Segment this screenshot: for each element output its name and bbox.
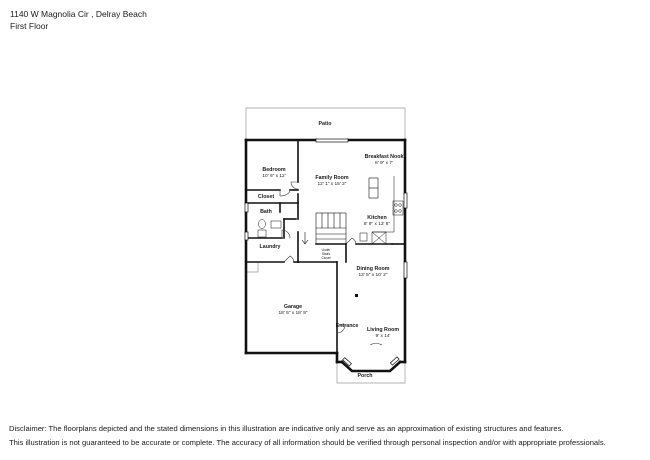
disclaimer-line-2: This illustration is not guaranteed to be accurate or complete. The accuracy of all information should be verified through personal inspection and/or with appropriate professionals.: [9, 438, 606, 447]
patio-label: Patio: [318, 121, 332, 127]
living-room-label: Living Room: [366, 327, 400, 333]
closet-label: Closet: [257, 194, 275, 200]
porch-label: Porch: [357, 373, 373, 379]
family-room-label: Family Room: [315, 175, 349, 181]
living-room-dims: 9' x 14': [375, 334, 391, 339]
laundry-label: Laundry: [259, 244, 281, 250]
garage-dims: 18' 5" x 18' 9": [278, 311, 308, 316]
stove: [393, 201, 403, 215]
floor-label: First Floor: [10, 21, 49, 31]
disclaimer-line-1: Disclaimer: The floorplans depicted and the stated dimensions in this illustration are indicative only and serve as an approximation of existing structures and features.: [9, 424, 564, 433]
dining-room-dims: 13' 5" x 10' 2": [358, 273, 388, 278]
bedroom-label: Bedroom: [262, 167, 286, 173]
breakfast-nook-dims: 8' 9" x 7': [375, 161, 393, 166]
under-stairs-closet-line1: Under: [321, 248, 331, 252]
staircase: [302, 213, 346, 244]
dining-room-label: Dining Room: [356, 266, 390, 272]
entrance-label: Entrance: [335, 323, 359, 329]
garage-label: Garage: [283, 304, 303, 310]
kitchen-label: Kitchen: [367, 215, 387, 221]
family-room-dims: 12' 1" x 15' 2": [317, 182, 347, 187]
bath-fixtures: [258, 220, 281, 238]
property-address: 1140 W Magnolia Cir , Delray Beach: [10, 9, 147, 19]
under-stairs-closet-line3: Closet: [321, 256, 331, 260]
kitchen-dims: 8' 9" x 13' 6": [363, 222, 391, 227]
bedroom-dims: 10' 6" x 12': [262, 174, 286, 179]
breakfast-nook-label: Breakfast Nook: [364, 154, 404, 160]
door-swings: [280, 182, 382, 345]
dining-light-fixture: [355, 294, 358, 297]
bath-label: Bath: [260, 209, 272, 215]
kitchen-island: [369, 178, 378, 198]
under-stairs-closet-line2: Stairs: [321, 252, 331, 256]
